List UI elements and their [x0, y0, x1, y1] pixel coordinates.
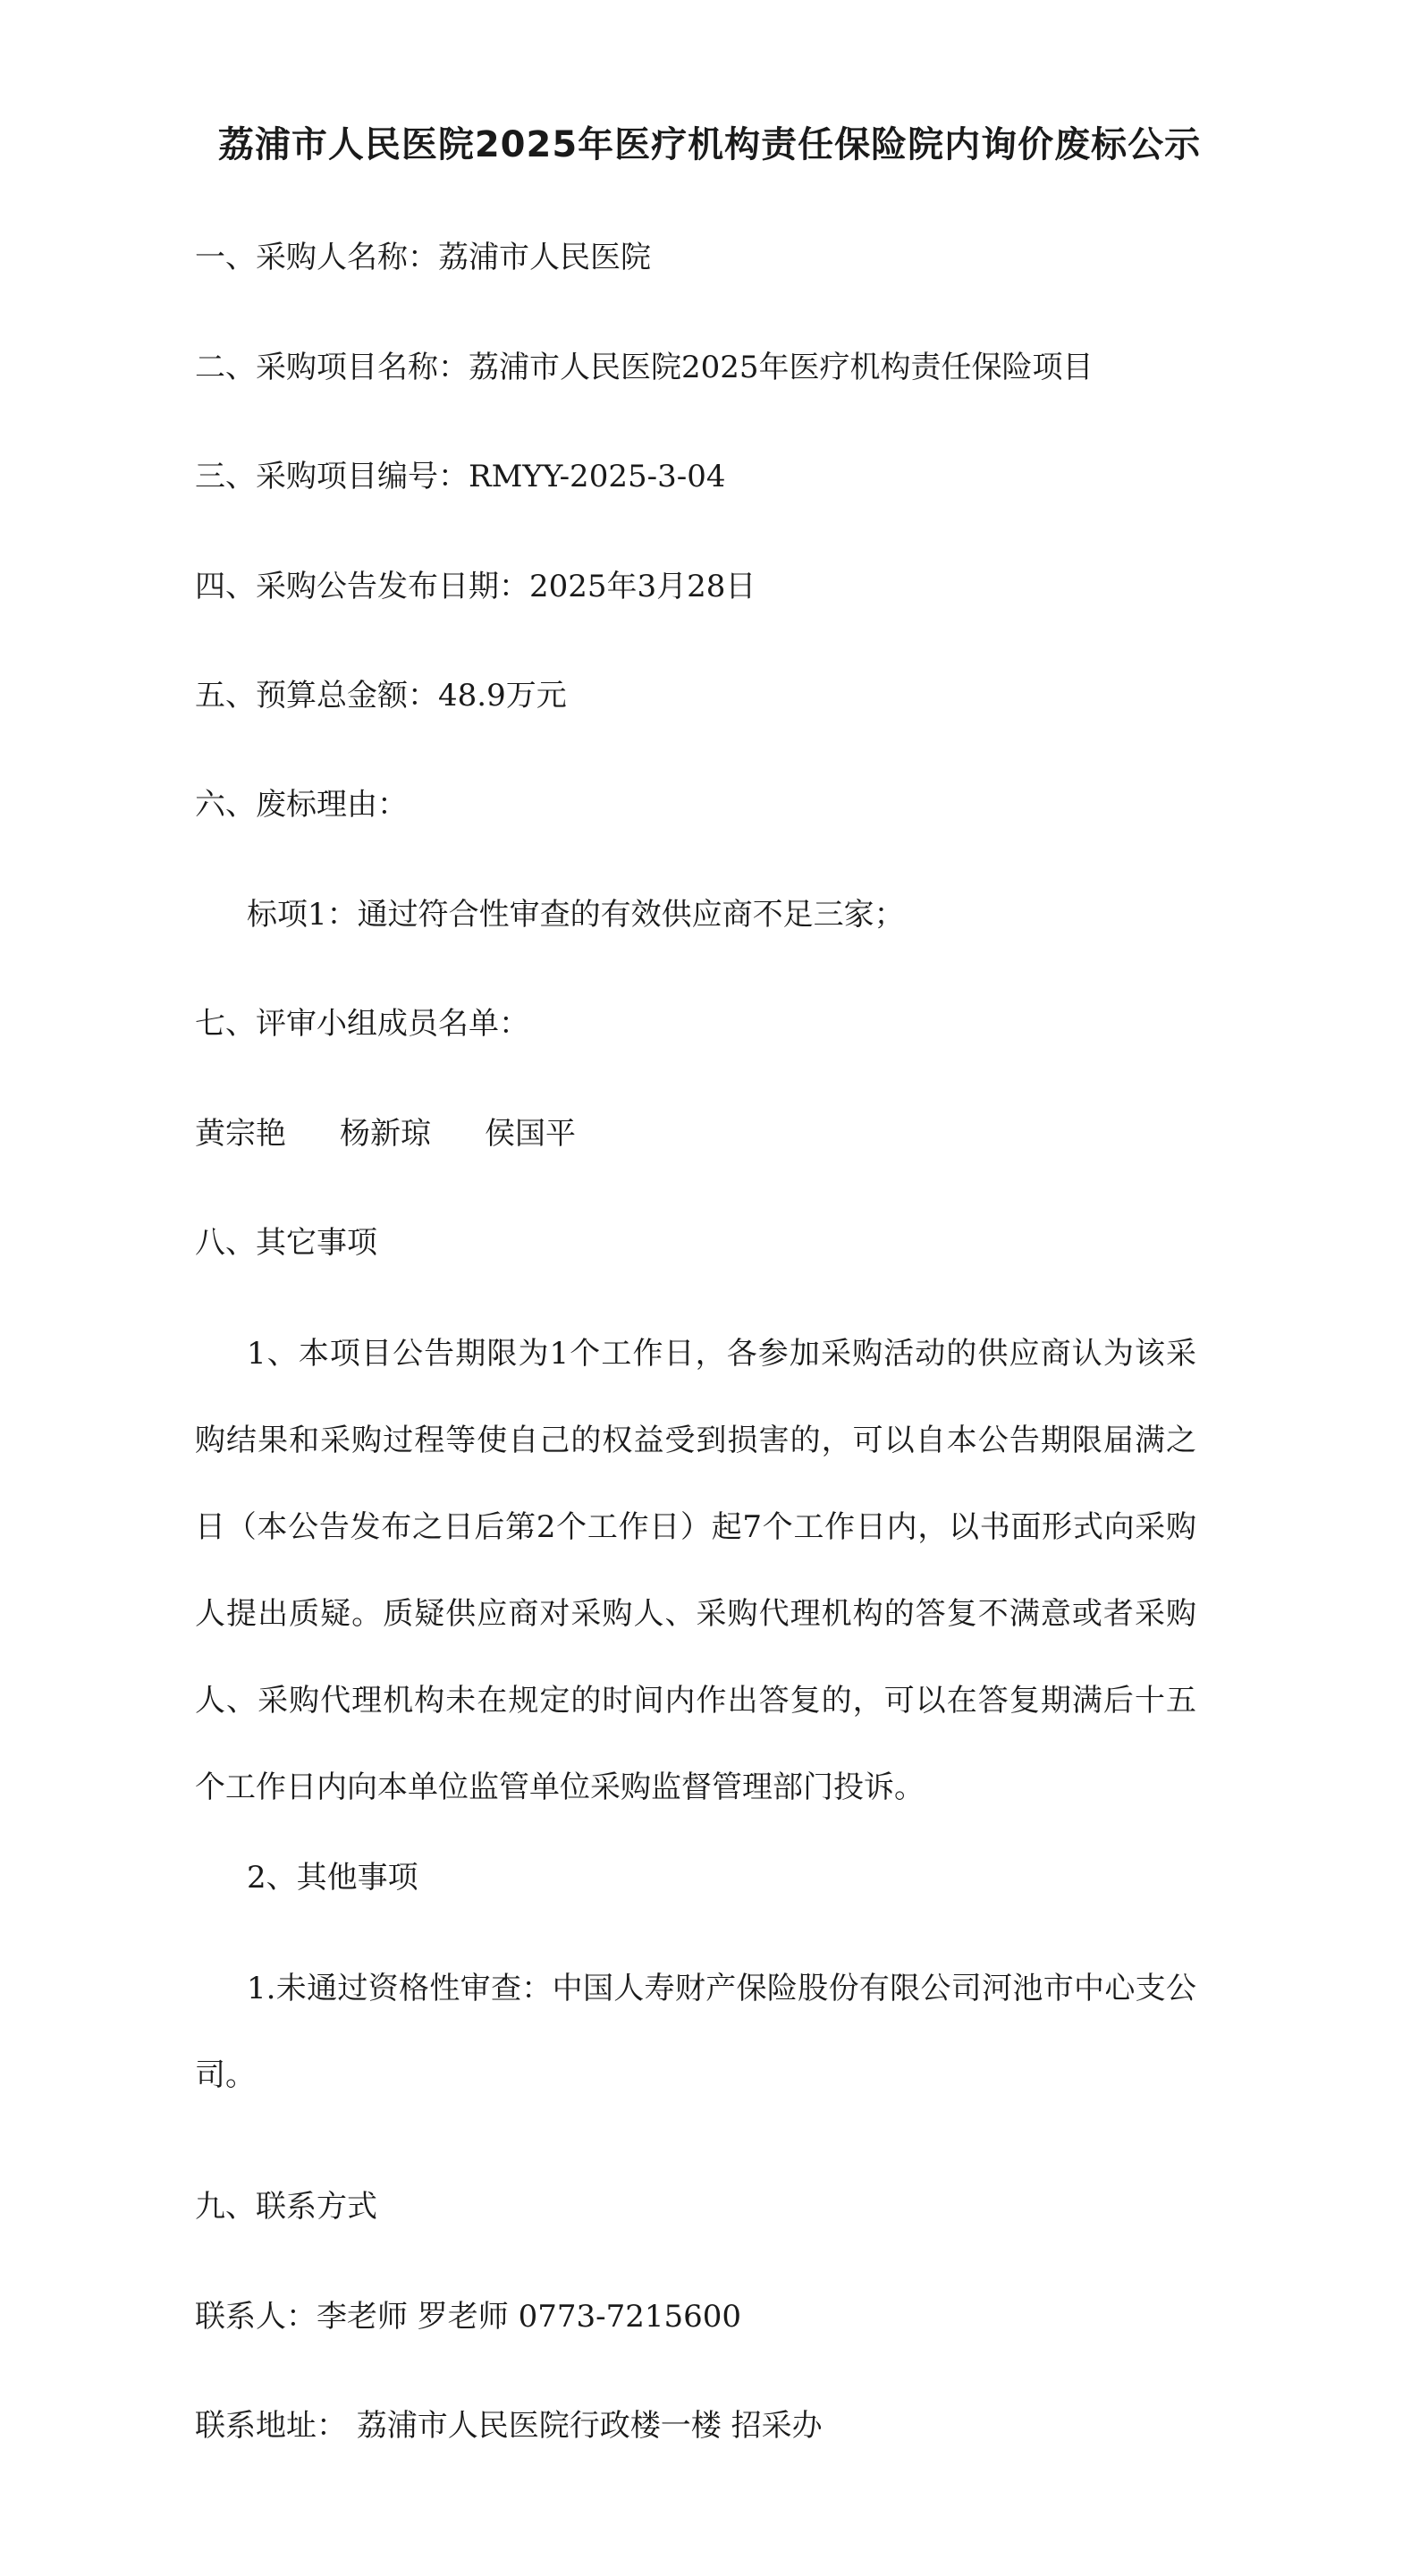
other-item-1: 1、本项目公告期限为1个工作日，各参加采购活动的供应商认为该采购结果和采购过程等使自己的权益受到损害的，可以自本公告期限届满之日（本公告发布之日后第2个工作日）起7个工作日内，以书面形式向采购人提出质疑。质疑供应商对采购人、采购代理机构的答复不满意或者采购人、采购代理机构未在规定的时间内作出答复的，可以在答复期满后十五个工作日内向本单位监管单位采购监督管理部门投诉。 — [195, 1336, 1196, 1805]
panel-member: 黄宗艳 — [195, 1116, 286, 1152]
other-item-2: 2、其他事项 — [247, 1860, 418, 1896]
panel-members — [195, 1116, 576, 1152]
reason-heading: 六、废标理由： — [195, 787, 408, 823]
purchaser-line: 一、采购人名称：荔浦市人民医院 — [195, 240, 651, 275]
contact-heading: 九、联系方式 — [195, 2189, 377, 2225]
other-item-2-detail: 1.未通过资格性审查：中国人寿财产保险股份有限公司河池市中心支公司。 — [195, 1971, 1196, 2093]
page-title: 荔浦市人民医院2025年医疗机构责任保险院内询价废标公示 — [217, 124, 1202, 165]
other-heading: 八、其它事项 — [195, 1225, 377, 1261]
panel-heading: 七、评审小组成员名单： — [195, 1006, 529, 1042]
project-code-line: 三、采购项目编号：RMYY-2025-3-04 — [195, 459, 726, 494]
reason-item: 标项1：通过符合性审查的有效供应商不足三家； — [247, 897, 905, 933]
panel-member: 杨新琼 — [340, 1116, 431, 1152]
panel-member: 侯国平 — [485, 1116, 576, 1152]
publish-date-line: 四、采购公告发布日期：2025年3月28日 — [195, 569, 756, 604]
budget-line: 五、预算总金额：48.9万元 — [195, 678, 567, 714]
contact-address: 联系地址： 荔浦市人民医院行政楼一楼 招采办 — [195, 2408, 823, 2444]
contact-person: 联系人：李老师 罗老师 0773-7215600 — [195, 2299, 742, 2335]
project-name-line: 二、采购项目名称：荔浦市人民医院2025年医疗机构责任保险项目 — [195, 350, 1094, 385]
